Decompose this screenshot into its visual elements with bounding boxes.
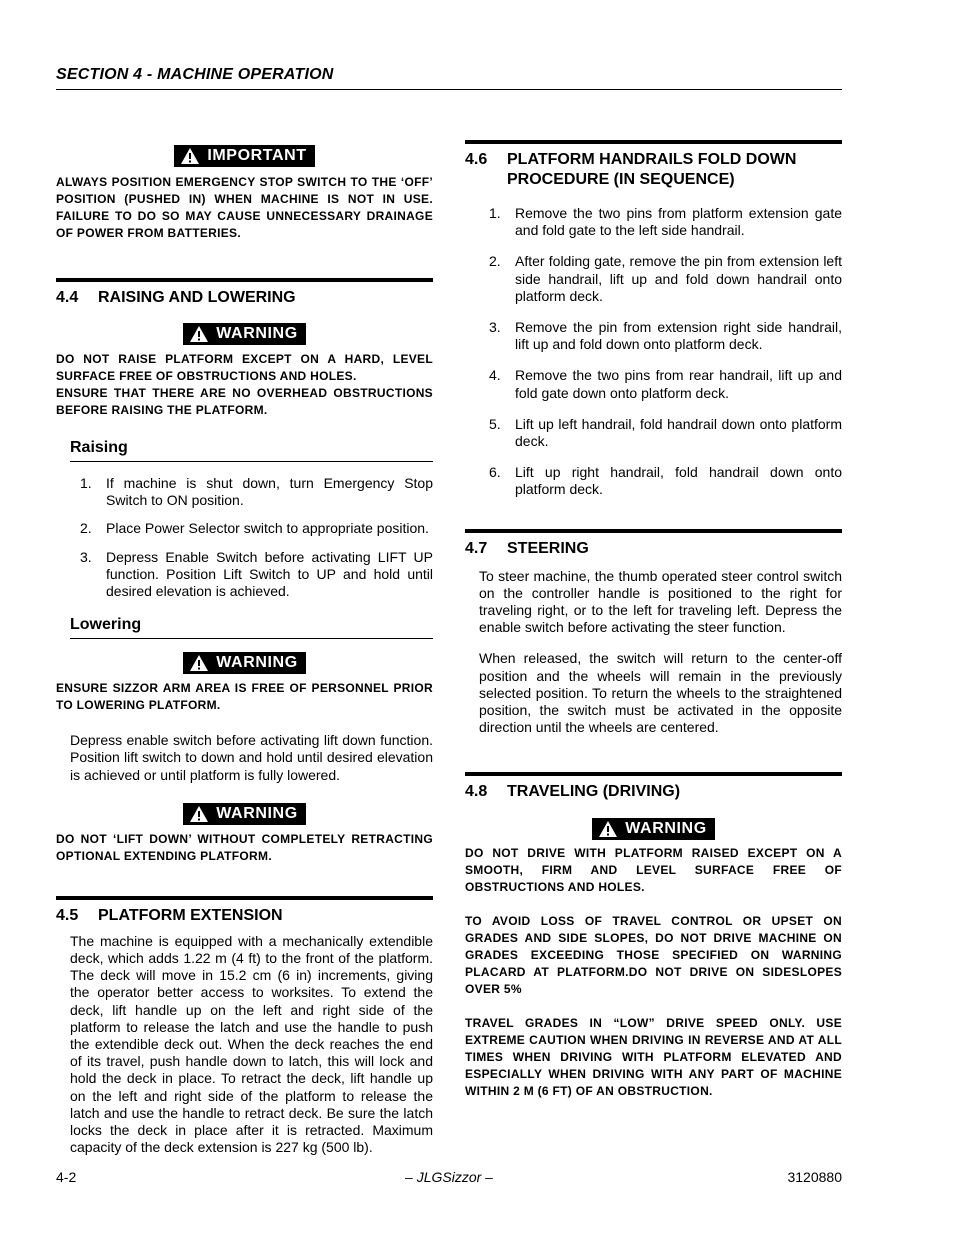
page-number: 4-2 — [56, 1169, 77, 1185]
section-number: 4.8 — [465, 783, 488, 801]
warning-triangle-icon — [180, 147, 200, 165]
section-title: PLATFORM EXTENSION — [98, 906, 283, 924]
left-column — [56, 140, 433, 1156]
warning-label: WARNING — [216, 804, 298, 822]
list-item: 1. Remove the two pins from platform extension gate and fold gate to the left side handrail. — [489, 205, 842, 239]
section-heading-4-8 — [465, 772, 842, 802]
section-number: 4.4 — [56, 289, 79, 306]
warning-label: WARNING — [625, 820, 707, 838]
list-item: 2. After folding gate, remove the pin from extension left side handrail, lift up and fold down handrail onto platform deck. — [489, 253, 842, 304]
raising-steps — [70, 475, 433, 600]
section-number: 4.6 — [465, 151, 488, 168]
important-badge — [174, 145, 314, 167]
section-heading-4-7 — [465, 529, 842, 559]
warning-label: WARNING — [216, 325, 298, 342]
warning-triangle-icon — [189, 805, 209, 823]
important-text: ALWAYS POSITION EMERGENCY STOP SWITCH TO THE ‘OFF’ POSITION (PUSHED IN) WHEN MACHINE IS NOT IN USE. FAILURE TO DO SO MAY CAUSE UNNECESSARY DRAINAGE OF POWER FROM BATTERIES. — [56, 175, 433, 240]
section-heading-4-5 — [56, 896, 433, 926]
extension-body: The machine is equipped with a mechanically extendible deck, which adds 1.22 m (4 ft) to the front of the platform. The deck will move in 15.2 cm (6 in) increments, giving the operator better access to worksites. To extend the deck, lift handle up on the left and right side of the platform to release the latch and use the handle to push the extendible deck out. When the deck reaches the end of its travel, push handle down to latch, this will lock and hold the deck in place. To retract the deck, lift handle up on the left and right side of the platform to release the latch and use the handle to retract deck. Be sure the latch locks the deck in place after it is retracted. Maximum capacity of the deck extension is 227 kg (500 lb). — [70, 932, 433, 1156]
page-header — [56, 66, 842, 90]
list-item: 1. If machine is shut down, turn Emergency Stop Switch to ON position. — [80, 475, 433, 509]
list-item: 3. Remove the pin from extension right side handrail, lift up and fold down onto platform deck. — [489, 319, 842, 353]
handrail-steps — [479, 205, 842, 499]
section-heading-4-4 — [56, 278, 433, 308]
warning-badge — [183, 652, 306, 674]
warning-badge — [183, 803, 306, 825]
footer-title: – JLGSizzor – — [405, 1169, 493, 1185]
warning-triangle-icon — [189, 325, 209, 343]
section-title: TRAVELING (DRIVING) — [507, 783, 681, 801]
subheading-raising: Raising — [70, 437, 433, 462]
section-title: STEERING — [507, 539, 589, 557]
page-footer — [56, 1169, 842, 1189]
section-heading-4-6 — [465, 140, 842, 190]
right-column — [465, 140, 842, 1100]
section-number: 4.7 — [465, 539, 488, 557]
warning-badge — [183, 323, 306, 345]
warning-badge — [592, 818, 715, 840]
list-item: 5. Lift up left handrail, fold handrail down onto platform deck. — [489, 415, 842, 450]
warning-text-line: ENSURE THAT THERE ARE NO OVERHEAD OBSTRUCTIONS BEFORE RAISING THE PLATFORM. — [56, 386, 433, 417]
list-item: 3. Depress Enable Switch before activating LIFT UP function. Position Lift Switch to UP and hold until desired elevation is achieved. — [80, 548, 433, 600]
warning-text: ENSURE SIZZOR ARM AREA IS FREE OF PERSONNEL PRIOR TO LOWERING PLATFORM. — [56, 681, 433, 713]
document-number: 3120880 — [787, 1169, 842, 1185]
important-label: IMPORTANT — [207, 147, 307, 164]
warning-text: DO NOT ‘LIFT DOWN’ WITHOUT COMPLETELY RETRACTING OPTIONAL EXTENDING PLATFORM. — [56, 831, 433, 863]
subheading-lowering: Lowering — [70, 614, 433, 639]
section-title: SECTION 4 - MACHINE OPERATION — [56, 66, 334, 83]
section-title: RAISING AND LOWERING — [98, 289, 296, 306]
section-title: PLATFORM HANDRAILS FOLD DOWN PROCEDURE (IN SEQUENCE) — [507, 151, 797, 188]
steering-paragraph-1: To steer machine, the thumb operated steer control switch on the controller handle is positioned to the right for traveling right, or to the left for traveling left. Depress the enable switch before activating the steer function. — [479, 567, 842, 636]
list-item: 2. Place Power Selector switch to appropriate position. — [80, 520, 429, 537]
section-number: 4.5 — [56, 906, 79, 924]
warning-text-paragraph: DO NOT DRIVE WITH PLATFORM RAISED EXCEPT ON A SMOOTH, FIRM AND LEVEL SURFACE FREE OF OBSTRUCTIONS AND HOLES. — [465, 846, 842, 895]
warning-triangle-icon — [598, 820, 618, 838]
warning-label: WARNING — [216, 654, 298, 672]
warning-triangle-icon — [189, 654, 209, 672]
warning-text — [465, 845, 842, 1100]
steering-paragraph-2: When released, the switch will return to the center-off position and the wheels will remain in the previously selected position. To return the wheels to the straightened position, the switch must be activated in the opposite direction until the wheels are centered. — [479, 650, 842, 736]
list-item: 4. Remove the two pins from rear handrail, lift up and fold gate down onto platform deck. — [489, 367, 842, 401]
lowering-body: Depress enable switch before activating lift down function. Position lift switch to down and hold until desired elevation is achieved or until platform is fully lowered. — [70, 732, 433, 783]
warning-text-paragraph: TO AVOID LOSS OF TRAVEL CONTROL OR UPSET ON GRADES AND SIDE SLOPES, DO NOT DRIVE MACHINE ON GRADES EXCEEDING THOSE SPECIFIED ON WARNING PLACARD AT PLATFORM.DO NOT DRIVE ON SIDESLOPES OVER 5% — [465, 914, 842, 997]
list-item: 6. Lift up right handrail, fold handrail down onto platform deck. — [489, 464, 842, 498]
warning-text — [56, 351, 433, 419]
warning-text-line: DO NOT RAISE PLATFORM EXCEPT ON A HARD, LEVEL SURFACE FREE OF OBSTRUCTIONS AND HOLES. — [56, 352, 433, 383]
warning-text-paragraph: TRAVEL GRADES IN “LOW” DRIVE SPEED ONLY. USE EXTREME CAUTION WHEN DRIVING IN REVERSE AND AT ALL TIMES WHEN DRIVING WITH PLATFORM ELEVATED AND ESPECIALLY WHEN DRIVING WITH ANY PART OF MACHINE WITHIN 2 M (6 FT) OF AN OBSTRUCTION. — [465, 1016, 842, 1099]
